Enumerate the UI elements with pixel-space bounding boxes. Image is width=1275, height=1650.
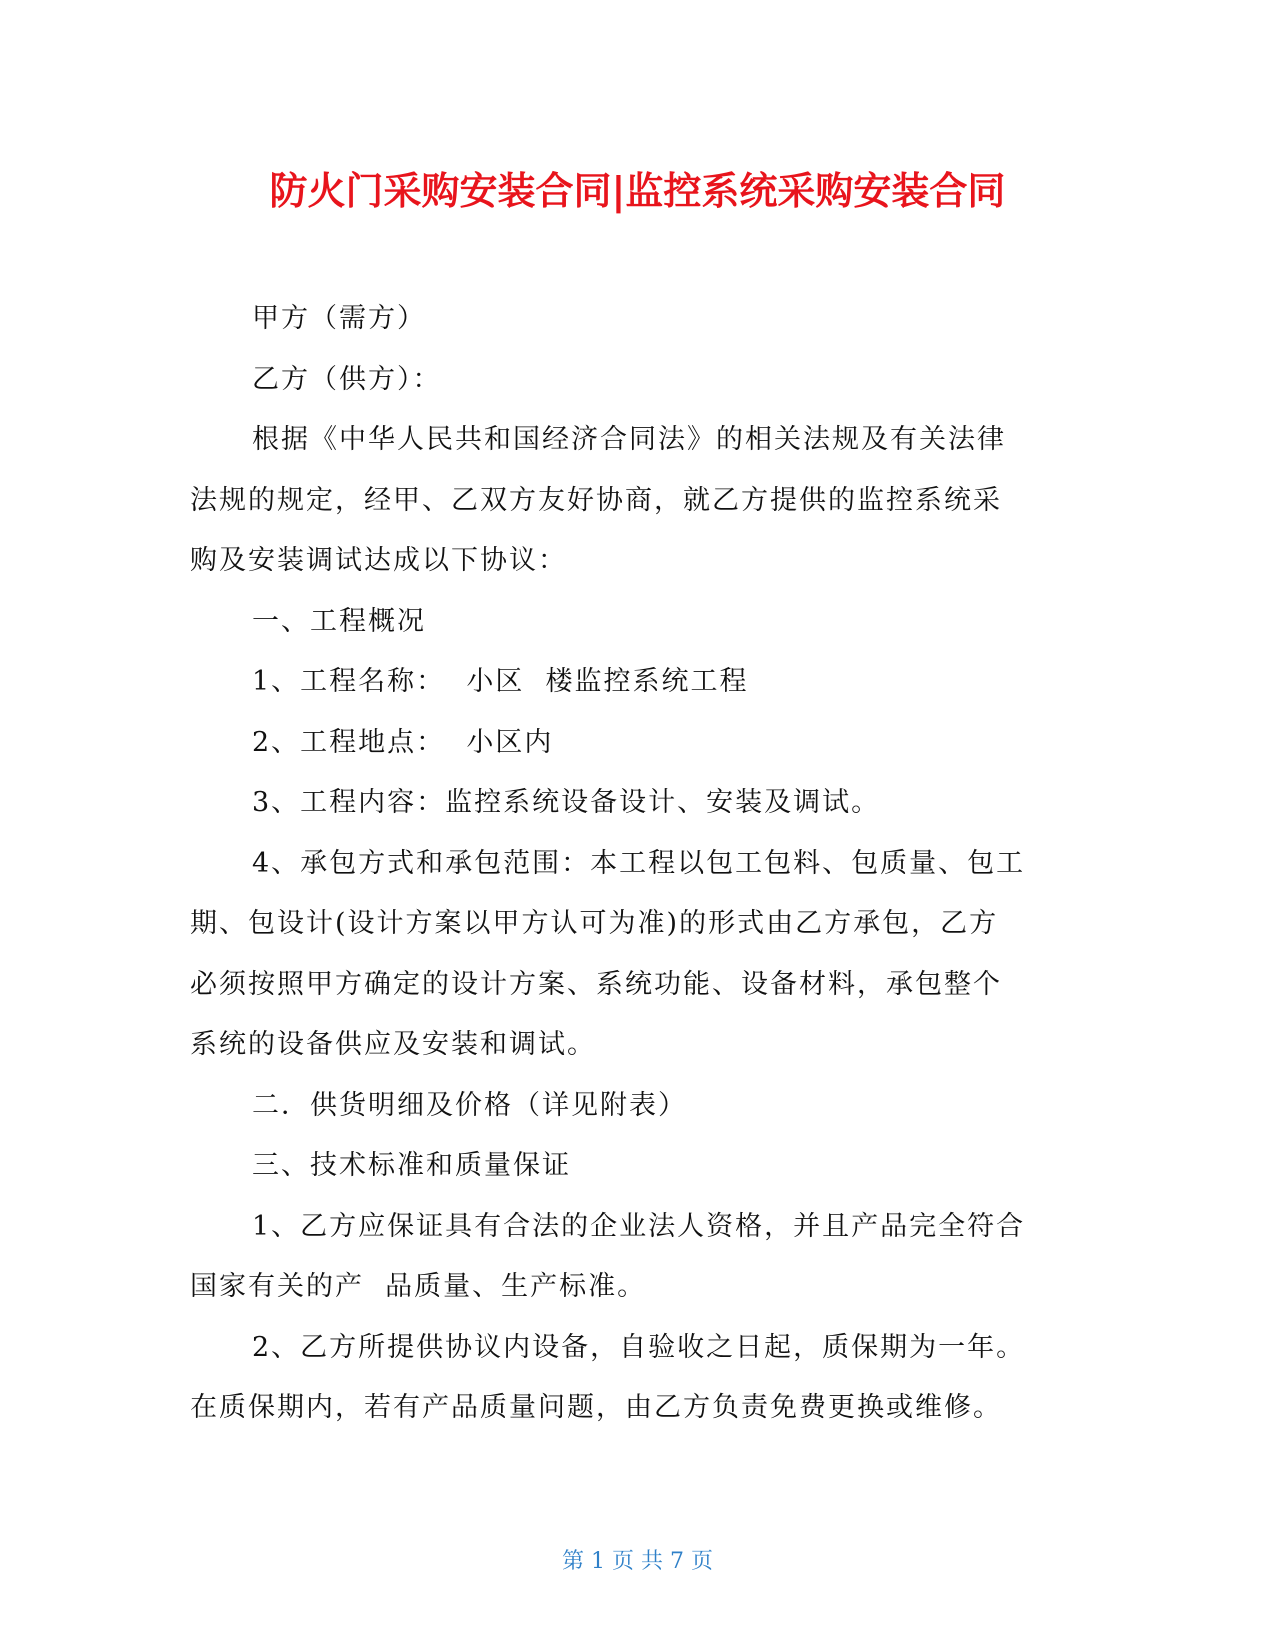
paragraph-line: 2、工程地点： 小区内 <box>252 726 554 758</box>
paragraph-line: 国家有关的产 品质量、生产标准。 <box>190 1271 647 1302</box>
paragraph-line: 2、乙方所提供协议内设备，自验收之日起，质保期为一年。 <box>252 1331 1026 1363</box>
paragraph-line: 在质保期内，若有产品质量问题，由乙方负责免费更换或维修。 <box>190 1392 1002 1423</box>
paragraph-line: 系统的设备供应及安装和调试。 <box>190 1029 596 1060</box>
paragraph-line: 购及安装调试达成以下协议： <box>190 545 567 576</box>
page-number-footer: 第 1 页 共 7 页 <box>562 1549 713 1574</box>
document-body <box>190 296 1090 1446</box>
paragraph-line: 三、技术标准和质量保证 <box>252 1150 571 1181</box>
paragraph-line: 3、工程内容：监控系统设备设计、安装及调试。 <box>252 787 881 818</box>
paragraph-line: 1、乙方应保证具有合法的企业法人资格，并且产品完全符合 <box>252 1210 1026 1242</box>
paragraph-line: 乙方（供方）： <box>252 363 442 395</box>
paragraph-line: 期、包设计(设计方案以甲方认可为准)的形式由乙方承包，乙方 <box>190 908 999 939</box>
paragraph-line: 4、承包方式和承包范围：本工程以包工包料、包质量、包工 <box>252 847 1026 879</box>
paragraph-line: 必须按照甲方确定的设计方案、系统功能、设备材料，承包整个 <box>190 968 1002 1000</box>
paragraph-line: 法规的规定，经甲、乙双方友好协商，就乙方提供的监控系统采 <box>190 484 1002 516</box>
document-title: 防火门采购安装合同|监控系统采购安装合同 <box>269 169 1006 213</box>
paragraph-line: 一、工程概况 <box>252 605 426 637</box>
paragraph-line: 甲方（需方） <box>252 303 426 334</box>
paragraph-line: 根据《中华人民共和国经济合同法》的相关法规及有关法律 <box>252 424 1006 455</box>
paragraph-line: 1、工程名称： 小区 楼监控系统工程 <box>252 666 749 697</box>
paragraph-line: 二．供货明细及价格（详见附表） <box>252 1089 687 1121</box>
